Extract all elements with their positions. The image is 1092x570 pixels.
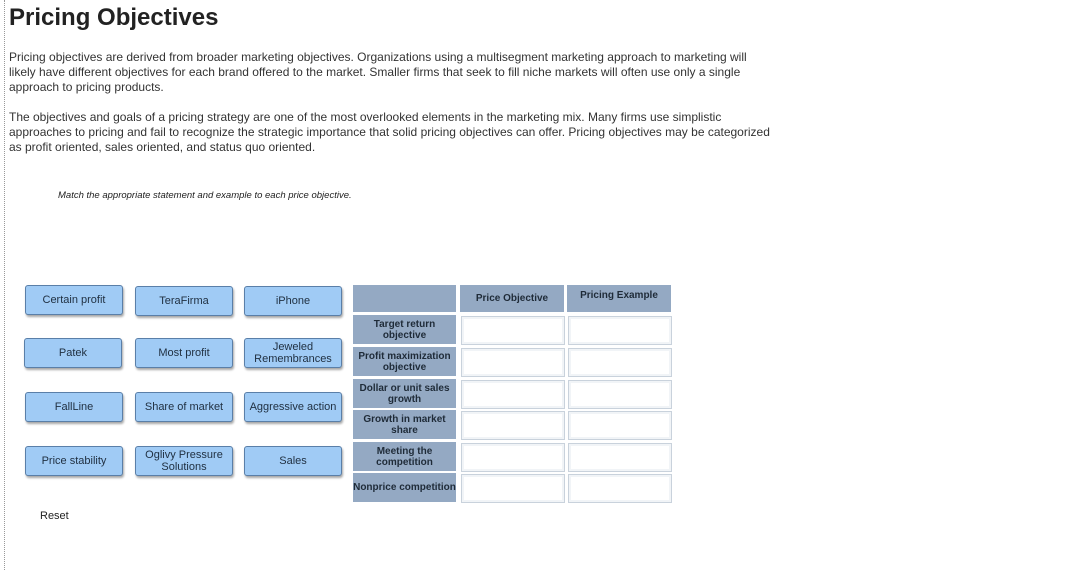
drop-zone-example-sales-growth[interactable] [568,380,672,409]
drop-zone-objective-target-return[interactable] [461,316,565,345]
drop-zone-example-nonprice-competition[interactable] [568,474,672,503]
drop-zone-example-market-share-growth[interactable] [568,411,672,440]
intro-paragraph-2: The objectives and goals of a pricing strategy are one of the most overlooked elements in the marketing mix. Many firms use simplistic approaches to pricing and fail to recognize the strategic importance that solid pricing objectives can offer. Pricing objectives may be categorized as profit oriented, sales oriented, and status quo oriented. [9,110,770,154]
row-label-sales-growth: Dollar or unit sales growth [353,379,456,408]
left-dotted-border [4,0,5,570]
drop-zone-objective-sales-growth[interactable] [461,380,565,409]
drag-chip-price-stability[interactable]: Price stability [25,446,123,476]
drag-chip-iphone[interactable]: iPhone [244,286,342,316]
column-header-price-objective: Price Objective [460,285,564,312]
row-label-nonprice-competition: Nonprice competition [353,473,456,502]
drop-zone-objective-nonprice-competition[interactable] [461,474,565,503]
drop-zone-objective-market-share-growth[interactable] [461,411,565,440]
row-label-market-share-growth: Growth in market share [353,410,456,439]
drop-zone-example-target-return[interactable] [568,316,672,345]
drop-zone-example-profit-maximization[interactable] [568,348,672,377]
drag-chip-most-profit[interactable]: Most profit [135,338,233,368]
drag-chip-aggressive-action[interactable]: Aggressive action [244,392,342,422]
intro-paragraph-1: Pricing objectives are derived from broader marketing objectives. Organizations using a multisegment marketing approach to marketing will likely have different objectives for each brand offered to the market. Smaller firms that seek to fill niche markets will often use only a single approach to pricing products. [9,50,747,94]
instructions-text: Match the appropriate statement and example to each price objective. [58,190,352,201]
table-corner-header [353,285,456,312]
page-title: Pricing Objectives [9,4,219,31]
drop-zone-example-meeting-competition[interactable] [568,443,672,472]
drag-chip-patek[interactable]: Patek [24,338,122,368]
drag-chip-sales[interactable]: Sales [244,446,342,476]
drop-zone-objective-meeting-competition[interactable] [461,443,565,472]
drag-chip-certain-profit[interactable]: Certain profit [25,285,123,315]
drag-chip-oglivy-pressure-solutions[interactable]: Oglivy Pressure Solutions [135,446,233,476]
reset-button[interactable]: Reset [40,510,69,522]
drop-zone-objective-profit-maximization[interactable] [461,348,565,377]
row-label-meeting-competition: Meeting the competition [353,442,456,471]
row-label-target-return: Target return objective [353,315,456,344]
drag-chip-jeweled-remembrances[interactable]: Jeweled Remembrances [244,338,342,368]
drag-chip-share-of-market[interactable]: Share of market [135,392,233,422]
drag-chip-fallline[interactable]: FallLine [25,392,123,422]
drag-chip-terafirma[interactable]: TeraFirma [135,286,233,316]
column-header-pricing-example: Pricing Example [567,285,671,312]
row-label-profit-maximization: Profit maximization objective [353,347,456,376]
